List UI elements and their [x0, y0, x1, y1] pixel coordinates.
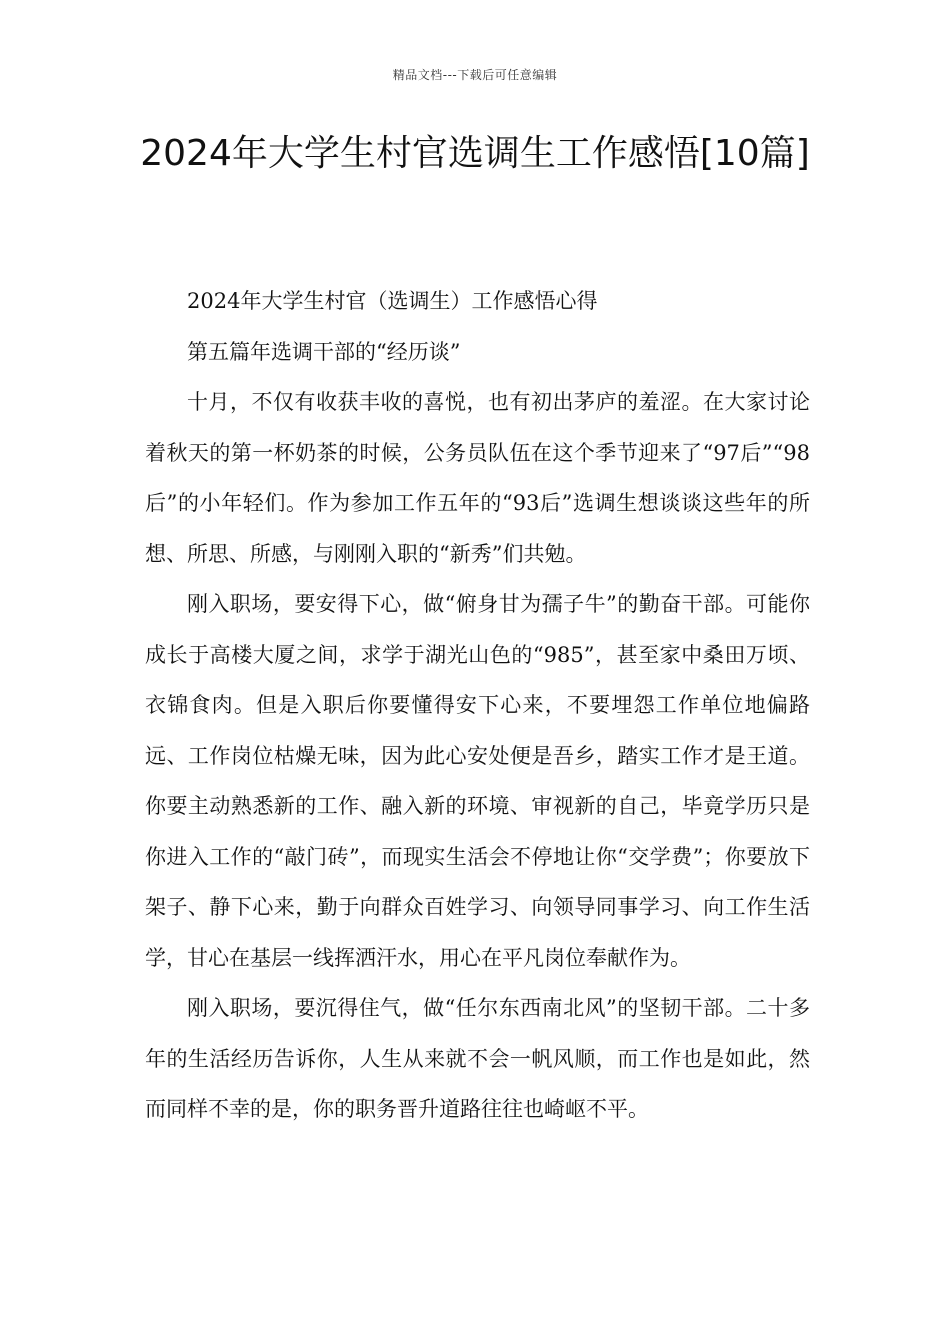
- header-note: 精品文档---下载后可任意编辑: [392, 68, 558, 82]
- document-body: [145, 276, 810, 1135]
- paragraph: 刚入职场，要沉得住气，做“任尔东西南北风”的坚韧干部。二十多年的生活经历告诉你，人生从来就不会一帆风顺，而工作也是如此，然而同样不幸的是，你的职务晋升道路往往也崎岖不平。: [145, 996, 810, 1121]
- subtitle: 2024年大学生村官（选调生）工作感悟心得: [187, 289, 598, 313]
- document-title: 2024年大学生村官选调生工作感悟[10篇]: [140, 133, 810, 174]
- section-heading: 第五篇年选调干部的“经历谈”: [187, 339, 461, 364]
- paragraph: 刚入职场，要安得下心，做“俯身甘为孺子牛”的勤奋干部。可能你成长于高楼大厦之间，求学于湖光山色的“985”，甚至家中桑田万顷、衣锦食肉。但是入职后你要懂得安下心来，不要埋怨工作单位地偏路远、工作岗位枯燥无味，因为此心安处便是吾乡，踏实工作才是王道。你要主动熟悉新的工作、融入新的环境、审视新的自己，毕竟学历只是你进入工作的“敲门砖”，而现实生活会不停地让你“交学费”；你要放下架子、静下心来，勤于向群众百姓学习、向领导同事学习、向工作生活学，甘心在基层一线挥洒汗水，用心在平凡岗位奉献作为。: [145, 592, 810, 970]
- paragraph: 十月，不仅有收获丰收的喜悦，也有初出茅庐的羞涩。在大家讨论着秋天的第一杯奶茶的时候，公务员队伍在这个季节迎来了“97后”“98后”的小年轻们。作为参加工作五年的“93后”选调生想谈谈这些年的所想、所思、所感，与刚刚入职的“新秀”们共勉。: [145, 390, 810, 566]
